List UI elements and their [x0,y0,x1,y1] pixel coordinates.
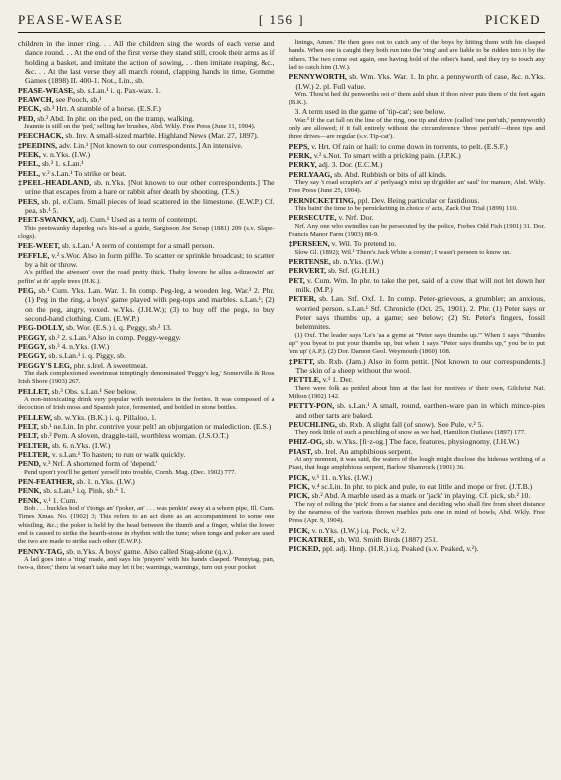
quotation [289,205,546,213]
headword: PERLYAAG, [288,169,333,179]
headword: PIAST, [288,446,313,456]
headword: PHIZ-OG, [288,437,324,447]
dictionary-entry [18,131,275,140]
dictionary-entry [18,422,275,431]
entry-text: sb. n.Yks. (I.W.) [330,256,384,266]
entry-text: This baint' the time to be pernicketting in choice o' acts, Zack Out Trial (1899) 110. [294,205,518,213]
entry-text: v.⁴ sc.Lin. In phr. to pick and pule, to eat little and mope or fret. (J.T.B.) [309,482,533,492]
headword: PEPS, [288,141,310,151]
headword: PELLET, [18,386,50,396]
entry-text: sb.² Abd. In phr. on the ped, on the tramp, walking. [35,113,195,123]
headword: PEGGY'S LEG, [18,360,72,370]
dictionary-entry [289,294,546,331]
entry-text: sb.² 2. s.Lan.¹ Also in comp. Peggy-weggy. [46,332,181,342]
quotation [18,396,275,413]
headword: ‡PEEL-HEADLAND, [18,178,92,188]
entry-text: Nrf. Any one who swindles can be persecuted by the police, Forbes Odd Fish (1901) 31. Dor. Francis Manor Farm (1903) 88-9. [288,222,545,238]
entry-text: Wm. Thou'st hed thi penworths oot o' them auld shun if thoo niver puts them o' thi feet again (B.K.). [288,90,545,107]
entry-text: sb. Inv. A small-sized marble. Highland News (Mar. 27, 1897). [63,131,259,141]
entry-text: sb. 1. n.Yks. (I.W.) [74,477,135,487]
running-header [18,10,545,33]
headword: PERK, [288,151,312,161]
quotation [289,429,546,437]
headword: PEFFLE, [18,250,50,260]
headword: PEEK, [18,150,41,160]
quotation [18,123,275,131]
headword: PERSECUTE, [288,213,337,223]
entry-text: v. Cum. Wm. In phr. to take the pet, said of a cow that will not let down her milk. (M.P.) [295,275,545,294]
entry-text: adj. Cum.¹ Used as a term of contempt. [74,215,198,225]
quotation [289,179,546,196]
quotation [18,469,275,477]
headword: PENNY-TAG, [18,546,65,556]
entry-text: sb. pl. e.Cum. Small pieces of lead scattered in the limestone. (E.W.P.) Cf. pea, sb.¹ 5. [25,196,275,216]
entry-text: v. Hrt. Of rain or hail: to come down in torrents, to pelt. (E.S.F.) [309,141,508,151]
headword: PEES, [18,196,40,206]
quotation [289,501,546,526]
dictionary-entry [289,420,546,429]
quotation [289,91,546,108]
dictionary-entry [289,544,546,553]
dictionary-entry [18,178,275,197]
dictionary-entry [289,526,546,535]
headword: PERTENSE, [288,256,331,266]
dictionary-entry [18,486,275,495]
entry-text: sb.¹ ne.Lin. In phr. contrive your pelt! an objurgation or malediction. (E.S.) [38,422,272,432]
dictionary-entry [289,437,546,446]
dictionary-entry [18,197,275,216]
entry-text: Bob . . . buckles hod o' t'tongs an' t'poker, an' . . . was penkin' away at a whorn pipe, Ill. Cum. Times Xmas. No. (1902) 3; This refers to an act done as an accompaniment to some one whistling, &c.; the poker is held by the head between the thumb and a finger, whilst the lower end is caused to strike the hearth-stone in rhythm with the tune; when tongs and poker are used the two are made to strike each other (E.W.P.). [18,505,275,546]
headword: PEGGY, [18,332,47,342]
headword: PELT, [18,431,39,441]
entry-text: Jeannie is still on the 'ped,' selling her brushes, Abd. Wkly. Free Press (June 11, 1904). [24,123,256,131]
quotation [289,249,546,257]
entry-text: sb.¹ Cum. Yks. Lan. War. 1. In comp. Peg-leg, a wooden leg. War.³ 2. Phr. (1) Peg in the ring, a boys' game played with peg-tops and marbles. s.Lan.¹; (2) on the peg, angry, vexed. w.Yks. (J.H.W.); (3) to buy off the pegs, to buy second-hand clothing. Cum. (E.W.P.) [25,286,275,324]
dictionary-entry [18,477,275,486]
entry-text: adj. 3. Dor. (E.C.M.) [316,160,383,170]
headword: PELTER, [18,440,50,450]
entry-text: v.¹ 1. Der. [320,375,353,385]
headword: PEAWCH, [18,95,54,105]
dictionary-entry [18,114,275,123]
dictionary-entry [289,160,546,169]
quotation [18,225,275,242]
entry-text: sb. Wm. Yks. War. 1. In phr. a pennyworth of case, &c. n.Yks. (I.W.) 2. pl. Full value. [295,72,545,91]
entry-text: Pend upon't you'll be getten' yerself into trouble, Cornh. Mag. (Dec. 1902) 777. [24,468,237,476]
headword: ‡PERSEEN, [288,239,330,249]
entry-text: v.² s.Not. To smart with a pricking pain. (J.P.K.) [311,151,461,161]
entry-text: sb. s.Lan.¹ i.q. Pink, sb.⁶ 1. [41,486,126,496]
quotation [18,556,275,573]
entry-text: sb. s.Lan.¹ i. q. Pax-wax. 1. [75,85,161,95]
headword: PECK, [18,104,42,114]
dictionary-entry [18,251,275,270]
entry-text: sb.³ Obs. s.Lan.¹ See below. [49,386,138,396]
dictionary-entry [289,196,546,205]
dictionary-entry [289,239,546,248]
entry-text: 3. A term used in the game of 'tip-cat'; see below. [294,107,446,117]
dictionary-entry [18,441,275,450]
entry-text: v. Wil. To pretend to. [329,239,397,249]
dictionary-entry [18,95,275,104]
dictionary-entry [289,357,546,376]
quotation [18,370,275,387]
dictionary-entry [18,104,275,113]
headword: PENNYWORTH, [288,72,347,82]
dictionary-entry [289,482,546,491]
entry-text: sb. Abd. Rubbish or bits of all kinds. [332,169,447,179]
headword: PELT, [18,422,39,432]
headword: PEGGY, [18,351,47,361]
headword: PEET-SWANKY, [18,215,75,225]
entry-text: A's piffled the atwesen' over the road pretty thick. Thaby lowore be allus a-thraowin' an' peffin' at th' apple trees (H.K.). [18,269,275,285]
quotation [18,269,275,286]
headword: PENK, [18,495,42,505]
entry-text: sb. s.Lan.¹ A term of contempt for a small person. [59,241,215,251]
dictionary-entry [289,266,546,275]
headword: PEASE-WEASE, [18,85,76,95]
entry-text: The ray of rolling the 'pick' from a far stance and deciding who shall fire from short distance by the nearness of the various thrown marbles puts one in mind of bowls, Abd. Wkly. Free Press (Apr. 9, 1904). [288,500,545,525]
entry-text: This peetswanky dapedeg oa's his-sel a guide, Sargisson Joe Scoap (1881) 209 (s.v. Slape-clogs). [18,224,275,241]
dictionary-entry [18,450,275,459]
entry-text: Slow Gl. (1892); Wil.¹ There's Jack White a comin'; I wasn't perseen to know un. [294,248,512,256]
dictionary-entry [18,351,275,360]
entry-text: children in the inner ring. . . All the children sing the words of each verse and dance round. . . At the end of the first verse they stand still, crook their arms as if holding a basket, and imitate the action of sowing, . . then imitate reaping, &c., &c. . . At the last verse they all march round, clapping hands in time, Gomme Games (1898) II. 400-1. Not., Lin., sb. [18,39,275,86]
headword: PELLEW, [18,412,53,422]
dictionary-entry [18,361,275,370]
header-right-word: PICKED [485,12,541,27]
headword: PETER, [288,294,317,304]
dictionary-entry [289,535,546,544]
dictionary-entry [18,496,275,505]
dictionary-entry [18,215,275,224]
entry-text: sb. Irel. An amphibious serpent. [312,446,413,456]
headword: PEN-FEATHER, [18,477,75,487]
dictionary-entry [18,241,275,250]
dictionary-entry [18,431,275,440]
headword: PERNICKETTING, [288,195,356,205]
headword: PEG, [18,286,36,296]
dictionary-entry [18,387,275,396]
entry-text: sb. Stf. (G.H.H.) [326,266,380,276]
entry-text: At any moment, it was said, the waters of the lough might disclose the hideous writhing of a Piast, that huge amphibious serpent, Barlow Shamrock (1901) 36. [288,456,545,472]
entry-text: The dark complexioned sweetmeat temptingly denominated 'Peggy's leg,' Somerville & Ross Irish Shore (1903) 267. [18,370,275,386]
entry-text: v.¹ 11. n.Yks. (I.W.) [309,472,373,482]
quotation [289,117,546,142]
dictionary-entry [289,151,546,160]
entry-text: (1) Oxf. The leader says 'Le's 'aa a gyme at "Peter says thumbs up."' When 1 says '"thumbs up" you byeat to put your thumbs up, but when 1 says "Peter says thumbs up," you be to put 'em up' (A.P.). (2) Dor. Damon Geol. Weymouth (1860) 108. [288,331,545,356]
entry-text: phr. s.Irel. A sweetmeat. [71,360,148,370]
headword: PEEL, [18,168,41,178]
headword: PEGGY, [18,342,47,352]
dictionary-entry [18,159,275,168]
dictionary-entry [18,169,275,178]
entry-text: v.² s.Lan.¹ To strike or beat. [40,168,127,178]
dictionary-entry [18,150,275,159]
dictionary-entry [18,286,275,323]
headword: PERKY, [288,160,317,170]
headword: PEND, [18,459,41,469]
headword: PET, [288,275,305,285]
headword: PICKATREE, [288,535,336,545]
headword: PICK, [288,491,310,501]
entry-text: v.² s.Wor. Also in form piffle. To scatter or sprinkle broadcast; to scatter by a hit or throw. [25,250,275,270]
headword: PICK, [288,472,310,482]
dictionary-entry [18,86,275,95]
dictionary-entry [18,323,275,332]
headword: PEE-WEET, [18,241,60,251]
dictionary-entry [289,447,546,456]
entry-text: There were folk as pettled about him at the last for motives o' their own, Gilchrist Nat. Milton (1902) 142. [288,384,545,400]
quotation [289,456,546,473]
entry-text: v. n.Yks. (I.W.) [40,150,91,160]
dictionary-entry [289,107,546,116]
dictionary-entry [18,413,275,422]
entry-text: sb. Lan. Stf. Oxf. 1. In comp. Peter-grievous, a grumbler; an anxious, worried person. s.Lan.¹ Stf. Chronicle (Oct. 25, 1901). 2. Phr. (1) Peter says or Peter says thumbs up, a game; see below; (2) St. Peter's fingers, fossil belemnites. [295,294,545,332]
entry-text: see Pooch, sb.¹ [53,95,102,105]
left-column [18,39,275,774]
headword: PEG-DOLLY, [18,323,65,333]
quotation [18,505,275,546]
entry-text: War.³ If the cat fall on the line of the ring, one tip and drive (called 'one pen'uth,' pennyworth) only are allowed; if it fall entirely without the circumference 'three pen'uth'—three tips and three drives—are regular (s.v. Tip-cat'). [288,116,545,141]
dictionary-entry [18,342,275,351]
dictionary-entry [289,170,546,179]
dictionary-entry [289,72,546,91]
dictionary-entry [289,473,546,482]
entry-text: sb. Rxb. A slight fall (of snow). See Pule, v.² 5. [336,419,484,429]
page-number: [ 156 ] [258,12,305,27]
entry-text: sb. Rxb. (Jam.) Also in form pettit. [Not known to our correspondents.] The skin of a sheep without the wool. [295,356,545,375]
entry-text: v. s.Lan.¹ To hasten; to run or walk quickly. [49,450,186,460]
dictionary-entry [18,141,275,150]
headword: PED, [18,113,36,123]
entry-text: v.³ Nrf. A shortened form of 'depend.' [40,459,158,469]
entry-text: sb.² Abd. A marble used as a mark or 'jack' in playing. Cf. pick, sb.² 10. [309,491,531,501]
entry-text: sb. n.Yks. [Not known to our other correspondents.] The urine that escapes from a hare or rabbit after death by shooting. (T.S.) [25,178,275,197]
entry-text: sb. s.Lan.¹ A small, round, earthen-ware pan in which mince-pies and other tarts are baked. [295,401,545,420]
dictionary-entry [18,459,275,468]
dictionary-entry [289,401,546,420]
dictionary-entry [289,257,546,266]
headword: PICKED, [288,544,321,554]
quotation [289,39,546,72]
entry-text: v. Nrf. Dor. [336,213,374,223]
entry-text: sb. s.Lan.¹ i. q. Piggy, sb. [46,351,126,361]
entry-text: ppl. adj. Hmp. (H.R.) i.q. Peaked (s.v. Peaked, v.²). [320,544,479,554]
entry-text: A lad goes into a 'ring' made, and says his 'prayers' with his hands clasped. 'Pennytag, pan, two-a, three;' them 'at wean't take may let it be; warnings, warnings, turn out your pocket [18,555,275,572]
entry-text: sb.³ Hrt. A stumble of a horse. (E.S.F.) [41,104,161,114]
entry-text: sb. w.Yks. (B.K.) i. q. Pillaloo, 1. [52,412,157,422]
quotation [289,223,546,240]
headword: ‡PETT, [288,356,315,366]
headword: PERVERT, [288,266,327,276]
entry-text: adv. Lin.¹ [Not known to our correspondents.] An intensive. [57,140,243,150]
headword: PETTY-PON, [288,401,335,411]
headword: PETTLE, [288,375,321,385]
entry-text: sb.³ 4. n.Yks. (I.W.) [46,342,110,352]
dictionary-entry [289,142,546,151]
entry-text: sb.³ 1. s.Lan.¹ [40,159,84,169]
entry-text: They reek little of such a peuchling of snow as we had, Hamilton Outlaws (1897) 177. [294,429,526,437]
headword: PENK, [18,486,42,496]
dictionary-entry [289,491,546,500]
dictionary-entry [289,375,546,384]
dictionary-entry [18,39,275,86]
headword: PELTER, [18,450,50,460]
entry-text: sb. n.Yks. A boys' game. Also called Stag-alone (q.v.). [64,546,234,556]
dictionary-entry [289,213,546,222]
entry-text: sb. Wil. Smith Birds (1887) 251. [335,535,438,545]
quotation [289,385,546,402]
entry-text: sb.² Pem. A sloven, draggle-tail, worthless woman. (J.S.O.T.) [38,431,229,441]
headword: PICK, [288,482,310,492]
headword: PEUCHLING, [288,419,337,429]
entry-text: v. n.Yks. (I.W.) i.q. Peck, v.² 2. [309,525,407,535]
headword: ‡PEEDINS, [18,140,58,150]
entry-text: sb. Wor. (E.S.) i. q. Peggy, sb.² 13. [64,323,172,333]
right-column [289,39,546,774]
headword: PICK, [288,525,310,535]
entry-text: ppl. Dev. Being particular or fastidious. [355,195,480,205]
header-left-word: PEASE-WEASE [18,12,124,27]
quotation [289,332,546,357]
entry-text: sb. 6. n.Yks. (I.W.) [49,440,111,450]
dictionary-entry [18,333,275,342]
headword: PEEL, [18,159,41,169]
headword: PEECHACK, [18,131,64,141]
dictionary-entry [289,276,546,295]
entry-text: A non-intoxicating drink very popular with teetotalers in the forties. It was composed of a decoction of Irish moss and Spanish juice, fermented, and bottled in stone bottles. [18,396,275,412]
dictionary-entry [18,547,275,556]
entry-text: linings, Amen.' He then goes out to catch any of the boys by hitting them with his clasped hands. When one is caught they both run into the 'ring' and are liable to be ridden into it by the others. The two come out again, one having hold of the other's hand, and they try to touch any lad to catch him (I.W.). [288,39,545,71]
entry-text: They say 't road scrapin's an' a' perlyaag's mixt up th'gidder an' saul' for manure, Abd. Wkly. Free Press (June 25, 1904). [288,179,545,195]
entry-text: sb. w.Yks. [fi·z-og.] The face, features, physiognomy. (J.H.W.) [323,437,520,447]
entry-text: v.¹ 1. Cum. [41,495,78,505]
